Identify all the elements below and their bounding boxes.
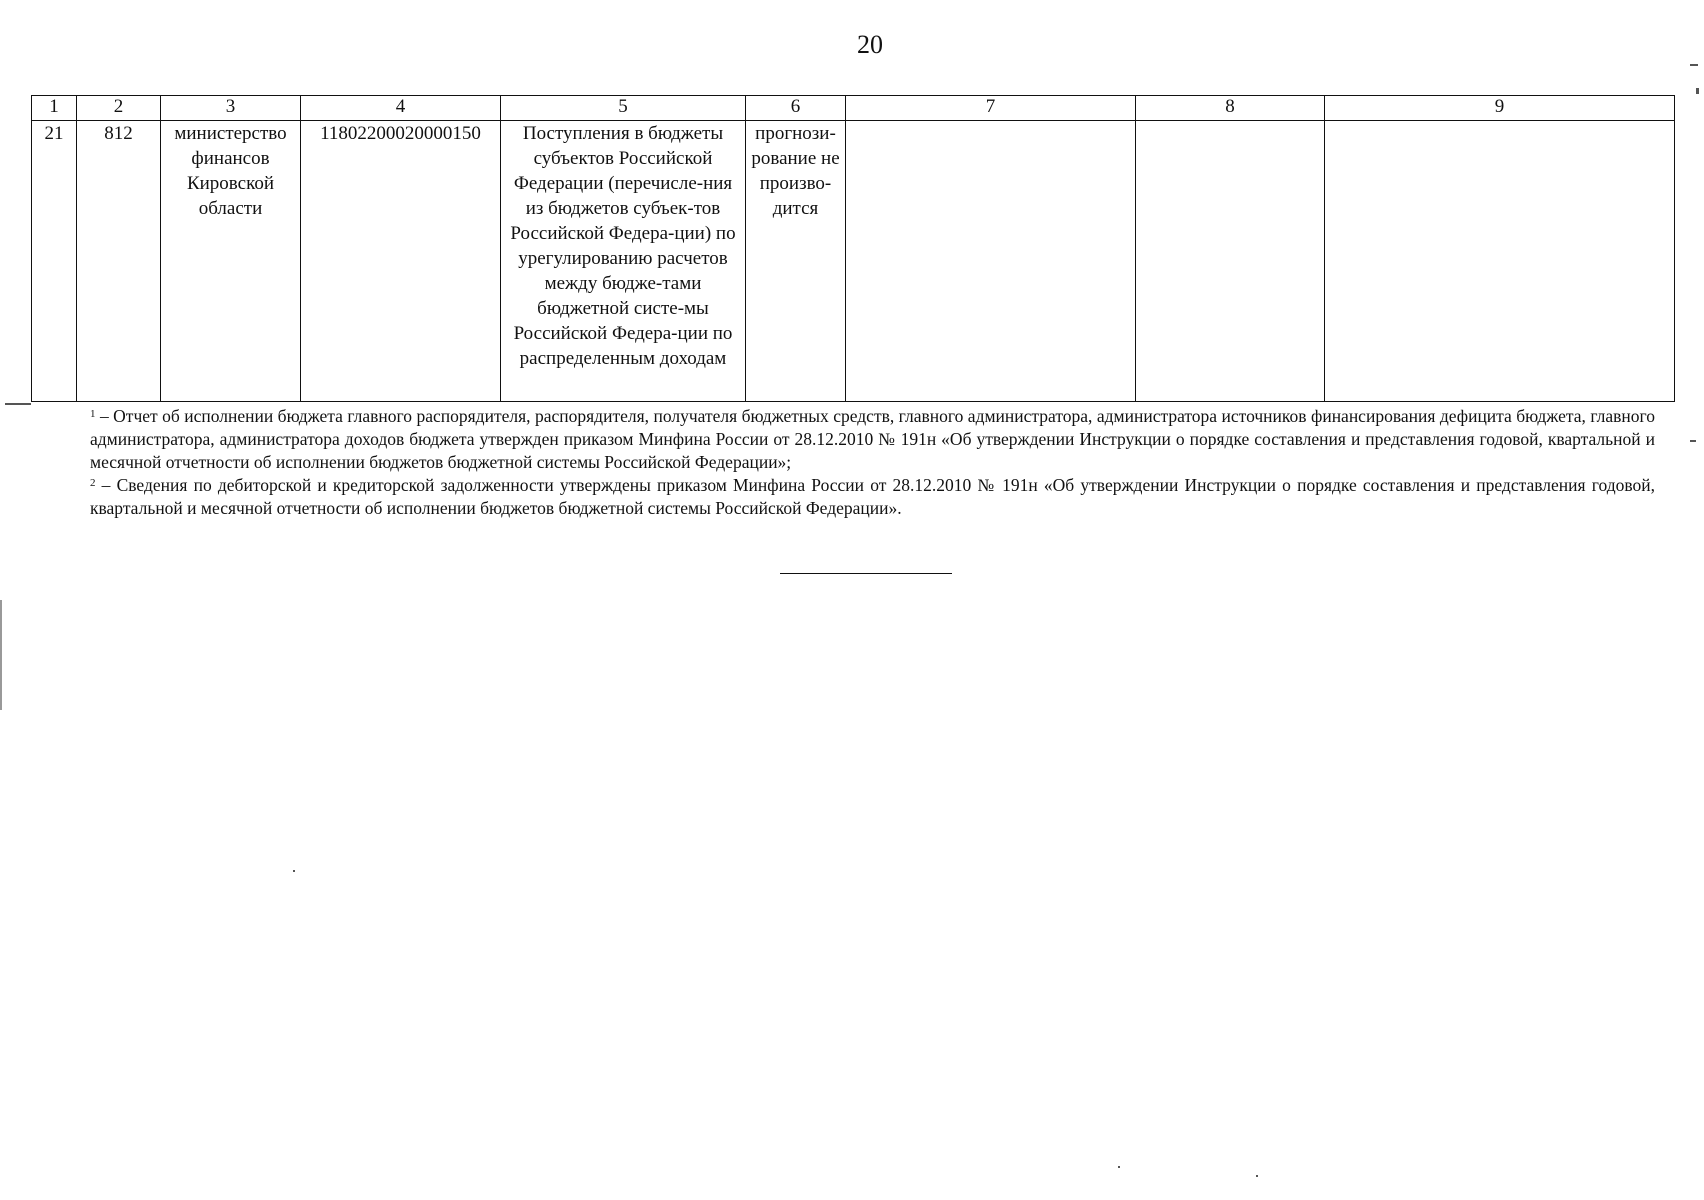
- column-header-2: 2: [77, 96, 161, 121]
- column-header-8: 8: [1136, 96, 1325, 121]
- row-number: 21: [44, 123, 64, 144]
- administrator-name-cell: [161, 121, 301, 402]
- code-cell: [77, 121, 161, 402]
- footnote-2-text: – Сведения по дебиторской и кредиторской задолженности утверждены приказом Минфина России от 28.12.2010 № 191н «Об утверждении Инструкции о порядке составления и представления годовой, квартальной и месячной отчетности об исполнении бюджетов бюджетной системы Российской Федерации».: [90, 475, 1655, 518]
- footnote-1-text: – Отчет об исполнении бюджета главного распорядителя, распорядителя, получателя бюджетных средств, главного администратора, администратора источников финансирования дефицита бюджета, главного администратора, администратора доходов бюджета утвержден приказом Минфина России от 28.12.2010 № 191н «Об утверждении Инструкции о порядке составления и представления годовой, квартальной и месячной отчетности об исполнении бюджетов бюджетной системы Российской Федерации»;: [90, 406, 1655, 472]
- budget-table: [31, 95, 1675, 402]
- scan-mark: [293, 870, 295, 872]
- budget-classification-code: 11802200020000150: [320, 123, 481, 144]
- table-row: [32, 121, 1675, 402]
- footnote-2-marker: 2: [90, 477, 96, 489]
- forecast-method-cell: [746, 121, 846, 402]
- scan-mark: [1690, 440, 1696, 442]
- column-header-6: 6: [746, 96, 846, 121]
- revenue-name-cell: [501, 121, 746, 402]
- column-header-5: 5: [501, 96, 746, 121]
- forecast-method: прогнози-рование не произво-дится: [751, 123, 840, 219]
- column-9-cell: [1325, 121, 1675, 402]
- scan-mark: [1696, 88, 1699, 94]
- budget-code-cell: [301, 121, 501, 402]
- scan-mark: [1690, 64, 1698, 66]
- footnote-1-marker: 1: [90, 408, 96, 420]
- scan-mark: [1256, 1175, 1258, 1177]
- column-header-7: 7: [846, 96, 1136, 121]
- revenue-name: Поступления в бюджеты субъектов Российской Федерации (перечисле-ния из бюджетов субъек-тов Российской Федера-ции) по урегулированию расчетов между бюдже-тами бюджетной систе-мы Российской Федера-ции по распределенным доходам: [510, 123, 736, 369]
- scan-mark: [5, 403, 31, 405]
- footnotes: [90, 405, 1655, 520]
- page-number: 20: [857, 30, 883, 59]
- column-header-3: 3: [161, 96, 301, 121]
- footnote-2: [90, 474, 1655, 520]
- administrator-name: министерство финансов Кировской области: [174, 123, 287, 219]
- row-number-cell: [32, 121, 77, 402]
- column-header-4: 4: [301, 96, 501, 121]
- table-header-row: [32, 96, 1675, 121]
- column-header-1: 1: [32, 96, 77, 121]
- column-7-cell: [846, 121, 1136, 402]
- end-of-document-rule: [780, 573, 952, 574]
- column-header-9: 9: [1325, 96, 1675, 121]
- administrator-code: 812: [104, 123, 133, 144]
- footnote-1: [90, 405, 1655, 474]
- scan-mark: [1118, 1166, 1120, 1168]
- scan-mark: [0, 600, 2, 710]
- column-8-cell: [1136, 121, 1325, 402]
